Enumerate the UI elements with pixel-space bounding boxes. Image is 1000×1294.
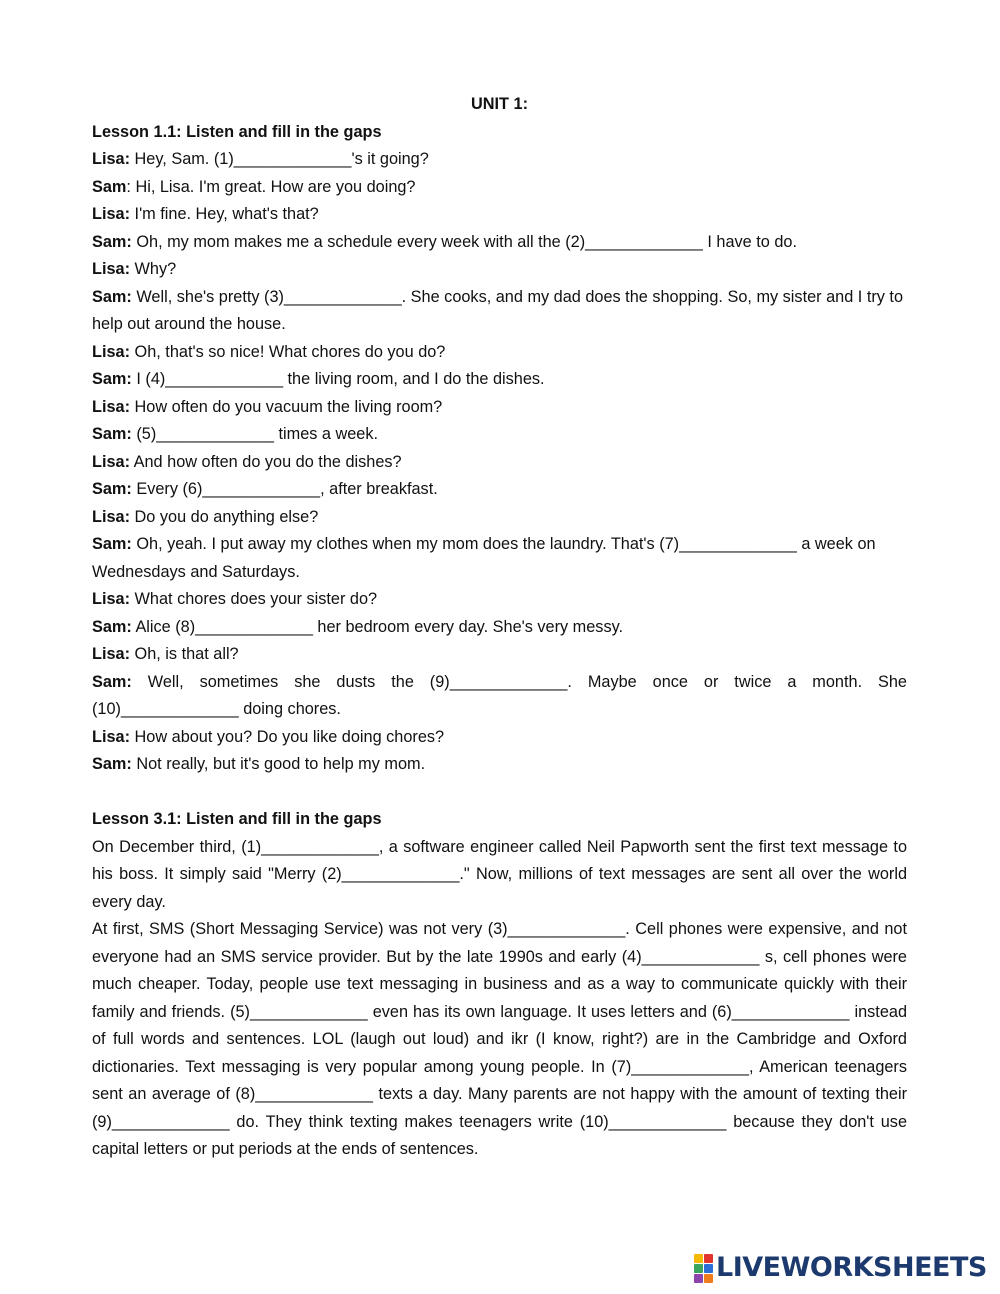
lesson-3-paragraph: On December third, (1)_____________, a software engineer called Neil Papworth sent the first text message to his boss. It simply said "Merry (2)_____________." Now, millions of text messages are sent all over the world every day.	[92, 837, 907, 911]
dialogue-text: Oh, is that all?	[130, 645, 239, 663]
dialogue-text: Well, sometimes she dusts the (9)_____________. Maybe once or twice a month. She (10)_____________ doing chores.	[92, 672, 907, 718]
dialogue-text: Why?	[130, 260, 177, 278]
logo-mark-icon	[694, 1254, 713, 1283]
speaker-name: Lisa:	[92, 397, 131, 416]
speaker-name: Sam:	[92, 617, 132, 636]
dialogue-text: Well, she's pretty (3)_____________. She cooks, and my dad does the shopping. So, my sister and I try to help out around the house.	[92, 287, 904, 333]
dialogue-line	[92, 476, 907, 504]
speaker-name: Lisa:	[92, 150, 131, 168]
dialogue-text: (5)_____________ times a week.	[131, 425, 379, 443]
dialogue-line	[92, 724, 907, 752]
dialogue-line	[92, 201, 907, 229]
dialogue-line	[92, 614, 907, 642]
speaker-name: Sam:	[92, 672, 132, 691]
dialogue-line	[92, 641, 907, 669]
page-title: UNIT 1:	[471, 95, 528, 113]
speaker-name: Sam:	[92, 287, 132, 306]
dialogue-line	[92, 394, 907, 422]
speaker-name: Sam:	[92, 232, 132, 251]
dialogue-line	[92, 421, 907, 449]
dialogue-line	[92, 669, 907, 724]
dialogue-text: What chores does your sister do?	[130, 590, 378, 608]
dialogue-line	[92, 449, 907, 477]
logo-wordmark: LIVEWORKSHEETS	[716, 1252, 987, 1283]
speaker-name: Lisa:	[92, 727, 131, 746]
section-spacer	[92, 779, 907, 807]
dialogue-line	[92, 256, 907, 284]
dialogue-text: Do you do anything else?	[130, 507, 319, 526]
speaker-name: Sam:	[92, 370, 132, 388]
dialogue-text: How about you? Do you like doing chores?	[130, 727, 445, 746]
dialogue-text: How often do you vacuum the living room?	[130, 397, 443, 416]
speaker-name: Lisa:	[92, 260, 131, 278]
dialogue-text: And how often do you do the dishes?	[130, 452, 402, 471]
dialogue-text: Oh, that's so nice! What chores do you do?	[130, 342, 446, 361]
lesson-3-heading: Lesson 3.1: Listen and fill in the gaps	[92, 810, 382, 828]
speaker-name: Sam:	[92, 425, 132, 443]
speaker-name: Lisa:	[92, 342, 131, 361]
lesson-3-paragraph: At first, SMS (Short Messaging Service) was not very (3)_____________. Cell phones were expensive, and not everyone had an SMS service provider. But by the late 1990s and early (4)_____________ s, cell phones were much cheaper. Today, people use text messaging in business and as a way to communicate quickly with their family and friends. (5)_____________ even has its own language. It uses letters and (6)_____________ instead of full words and sentences. LOL (laugh out loud) and ikr (I know, right?) are in the Cambridge and Oxford dictionaries. Text messaging is very popular among young people. In (7)_____________, American teenagers sent an average of (8)_____________ texts a day. Many parents are not happy with the amount of texting their (9)_____________ do. They think texting makes teenagers write (10)_____________ because they don't use capital letters or put periods at the ends of sentences.	[92, 920, 907, 1158]
dialogue-line	[92, 531, 907, 586]
dialogue-line	[92, 284, 907, 339]
dialogue-line	[92, 504, 907, 532]
dialogue-text: Hey, Sam. (1)_____________'s it going?	[130, 150, 429, 168]
liveworksheets-logo	[694, 1253, 987, 1283]
speaker-name: Sam	[92, 177, 127, 196]
dialogue-line	[92, 586, 907, 614]
dialogue-text: : Hi, Lisa. I'm great. How are you doing?	[126, 177, 416, 196]
speaker-name: Lisa:	[92, 507, 131, 526]
dialogue-text: Oh, yeah. I put away my clothes when my mom does the laundry. That's (7)_____________ a week on Wednesdays and Saturdays.	[92, 535, 876, 581]
dialogue-text: Every (6)_____________, after breakfast.	[131, 480, 438, 498]
dialogue-line	[92, 339, 907, 367]
speaker-name: Lisa:	[92, 645, 131, 663]
dialogue-text: I'm fine. Hey, what's that?	[130, 205, 319, 223]
dialogue-text: Not really, but it's good to help my mom.	[131, 755, 426, 773]
dialogue-line	[92, 751, 907, 779]
dialogue-line	[92, 229, 907, 257]
dialogue-text: Oh, my mom makes me a schedule every week with all the (2)_____________ I have to do.	[131, 232, 797, 251]
worksheet-page	[92, 91, 907, 1164]
dialogue-line	[92, 366, 907, 394]
dialogue-line	[92, 146, 907, 174]
speaker-name: Sam:	[92, 480, 132, 498]
lesson-1-heading: Lesson 1.1: Listen and fill in the gaps	[92, 122, 382, 141]
speaker-name: Lisa:	[92, 452, 131, 471]
dialogue-text: Alice (8)_____________ her bedroom every day. She's very messy.	[131, 617, 624, 636]
lesson-1-dialogue	[92, 146, 907, 779]
speaker-name: Sam:	[92, 535, 132, 553]
speaker-name: Sam:	[92, 755, 132, 773]
dialogue-line	[92, 174, 907, 202]
speaker-name: Lisa:	[92, 590, 131, 608]
dialogue-text: I (4)_____________ the living room, and I do the dishes.	[131, 370, 545, 388]
speaker-name: Lisa:	[92, 205, 131, 223]
